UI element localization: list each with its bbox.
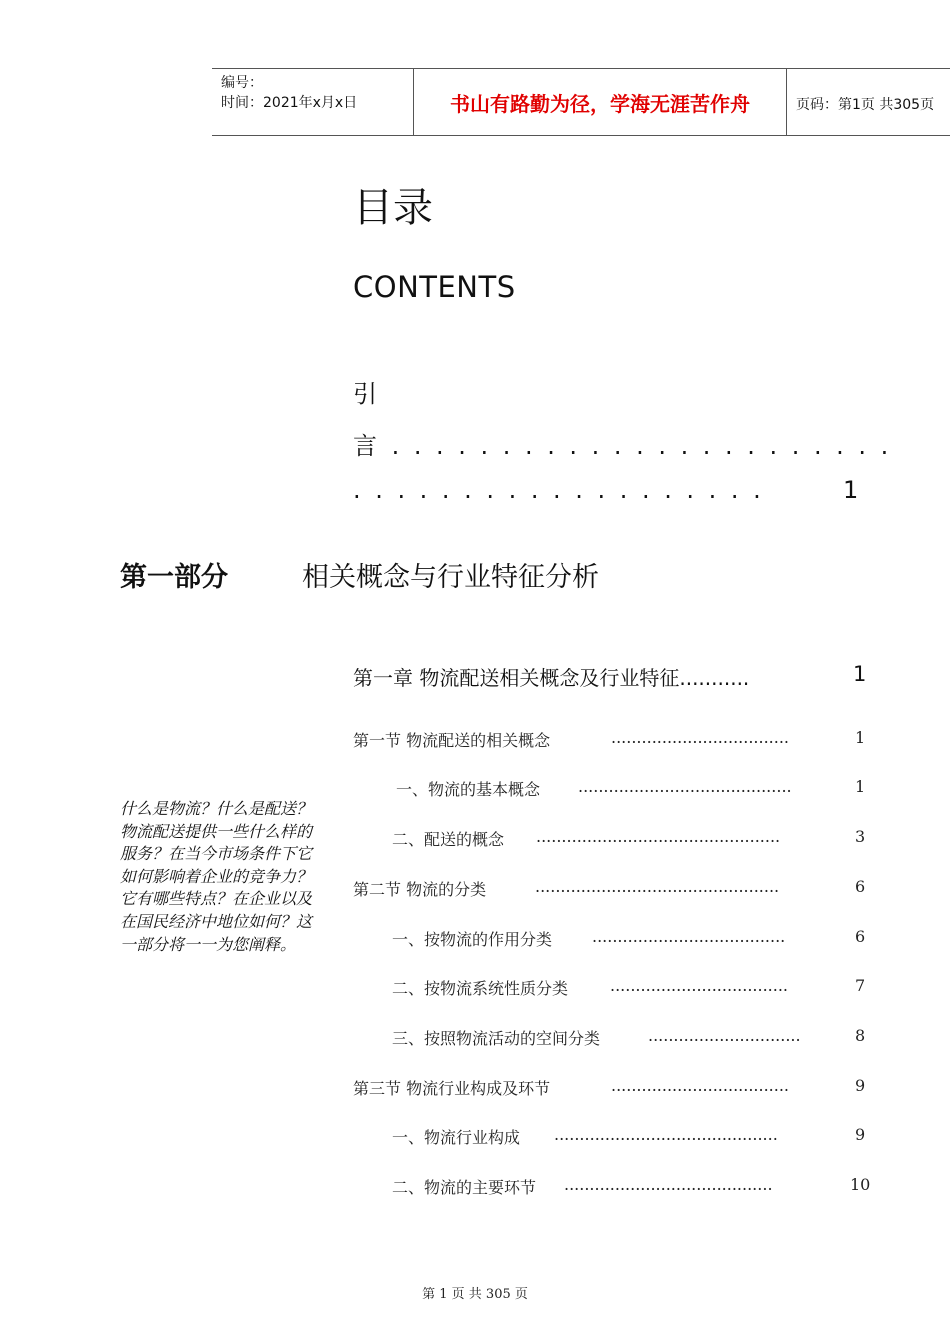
toc-entry-label: 第三节 物流行业构成及环节 bbox=[353, 1079, 551, 1098]
toc-entry-leader: ......................................... bbox=[564, 1175, 773, 1194]
header-number-label: 编号： bbox=[221, 75, 263, 91]
chapter-entry-page: 1 bbox=[853, 662, 867, 686]
page-footer: 第 1 页 共 305 页 bbox=[422, 1287, 528, 1302]
toc-entry-page: 1 bbox=[855, 777, 866, 796]
toc-entry-label: 三、按照物流活动的空间分类 bbox=[392, 1029, 601, 1048]
header-time-label: 时间：2021年x月x日 bbox=[221, 95, 358, 111]
toc-entry-label: 一、物流的基本概念 bbox=[396, 780, 541, 799]
header-motto: 书山有路勤为径，学海无涯苦作舟 bbox=[450, 92, 750, 116]
header-bottom-rule bbox=[212, 135, 950, 136]
toc-entry-label: 二、物流的主要环节 bbox=[392, 1178, 537, 1197]
toc-entry-leader: ............................................ bbox=[554, 1125, 778, 1144]
toc-title: 目录 bbox=[353, 185, 433, 231]
toc-entry-label: 二、配送的概念 bbox=[392, 830, 505, 849]
toc-entry-page: 9 bbox=[855, 1125, 866, 1144]
toc-entry-leader: ................................................ bbox=[536, 827, 781, 846]
toc-entry-leader: ................................... bbox=[611, 1076, 790, 1095]
toc-entry-leader: .......................................... bbox=[578, 777, 792, 796]
toc-entry-leader: ................................... bbox=[610, 976, 789, 995]
header-page-info: 页码：第1页 共305页 bbox=[796, 97, 935, 113]
toc-entry-leader: ...................................... bbox=[592, 927, 786, 946]
header-top-rule bbox=[212, 68, 950, 69]
toc-entry-label: 二、按物流系统性质分类 bbox=[392, 979, 569, 998]
toc-entry-page: 1 bbox=[855, 728, 866, 747]
chapter-entry-title[interactable]: 第一章 物流配送相关概念及行业特征........... bbox=[353, 666, 750, 690]
toc-entry-page: 3 bbox=[855, 827, 866, 846]
intro-entry-line3[interactable]: ................... bbox=[353, 476, 776, 504]
part-side-note: 什么是物流？什么是配送？物流配送提供一些什么样的服务？在当今市场条件下它如何影响着企业的竞争力？它有哪些特点？在企业以及在国民经济中地位如何？这一部分将一一为您阐释。 bbox=[120, 799, 313, 954]
header-divider-right bbox=[786, 68, 787, 135]
toc-entry-label: 一、物流行业构成 bbox=[392, 1128, 521, 1147]
toc-entry-page: 6 bbox=[855, 927, 866, 946]
toc-entry-label: 一、按物流的作用分类 bbox=[392, 930, 553, 949]
toc-entry-leader: ................................... bbox=[611, 728, 790, 747]
toc-entry-page: 9 bbox=[855, 1076, 866, 1095]
toc-entry-leader: .............................. bbox=[648, 1026, 801, 1045]
toc-entry-page: 8 bbox=[855, 1026, 866, 1045]
part-label: 第一部分 bbox=[120, 562, 228, 593]
toc-entry-label: 第一节 物流配送的相关概念 bbox=[353, 731, 551, 750]
toc-subtitle: CONTENTS bbox=[353, 270, 516, 304]
toc-entry-page: 6 bbox=[855, 877, 866, 896]
intro-entry-line2[interactable]: 言....................... bbox=[353, 432, 903, 460]
intro-entry-line1[interactable]: 引 bbox=[353, 380, 377, 408]
toc-entry-page: 7 bbox=[855, 976, 866, 995]
toc-entry-leader: ................................................ bbox=[535, 877, 780, 896]
part-title: 相关概念与行业特征分析 bbox=[302, 562, 599, 593]
intro-entry-page: 1 bbox=[843, 476, 859, 504]
toc-entry-page: 10 bbox=[850, 1175, 871, 1194]
toc-entry-label: 第二节 物流的分类 bbox=[353, 880, 487, 899]
